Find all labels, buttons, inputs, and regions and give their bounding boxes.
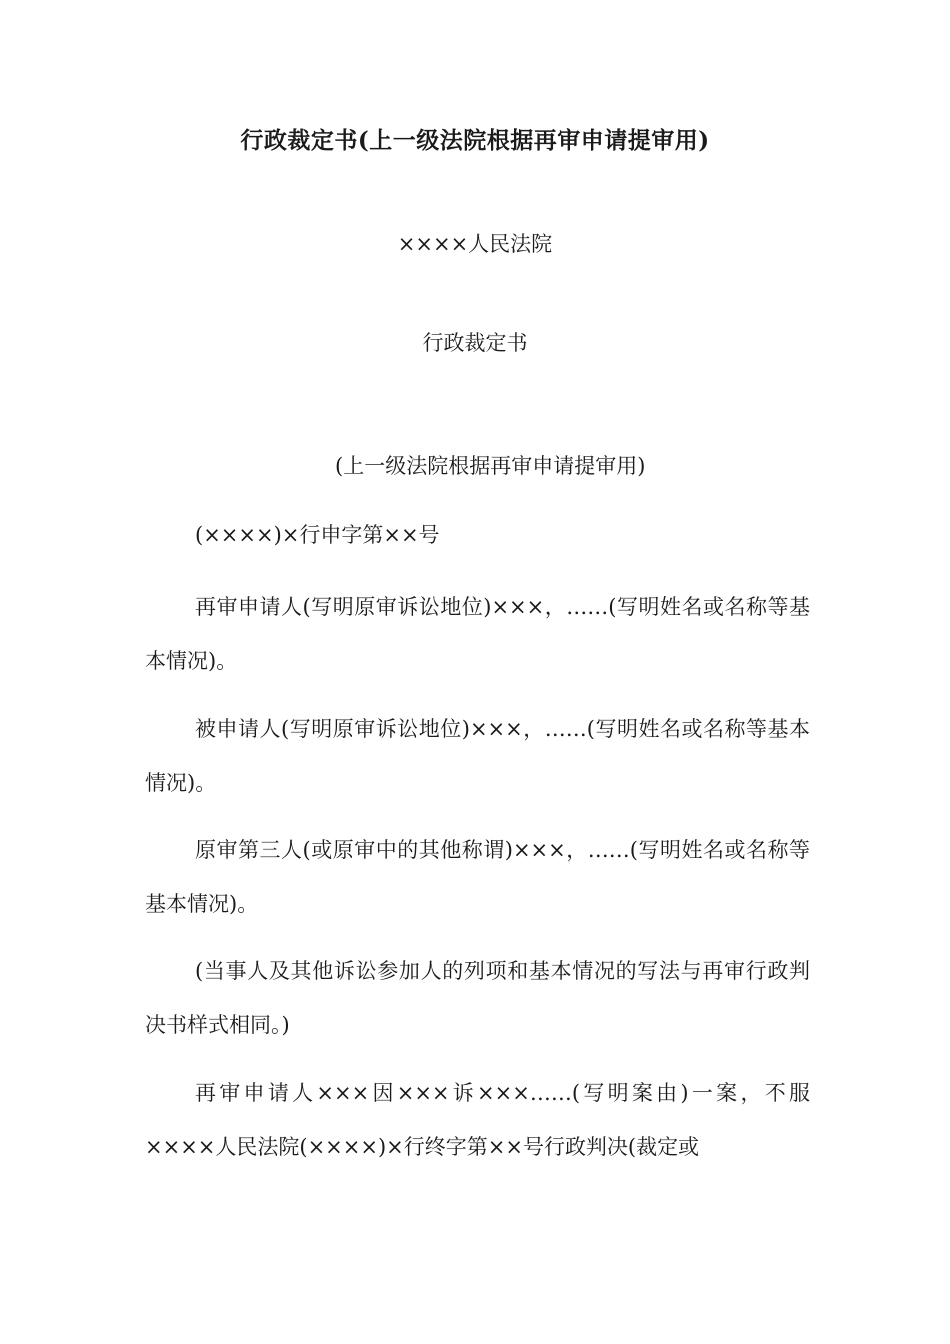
paragraph-note: (当事人及其他诉讼参加人的列项和基本情况的写法与再审行政判决书样式相同。) xyxy=(145,959,810,1037)
paragraph-facts: 再审申请人×××因×××诉×××……(写明案由)一案，不服××××人民法院(××××)×行终字第××号行政判决(裁定或 xyxy=(145,1081,810,1159)
paragraph-respondent: 被申请人(写明原审诉讼地位)×××，……(写明姓名或名称等基本情况)。 xyxy=(145,717,810,795)
document-subtitle: (上一级法院根据再审申请提审用) xyxy=(335,454,646,478)
case-number: (××××)×行申字第××号 xyxy=(195,523,440,547)
paragraph-applicant: 再审申请人(写明原审诉讼地位)×××，……(写明姓名或名称等基本情况)。 xyxy=(145,595,810,673)
ruling-name: 行政裁定书 xyxy=(422,331,528,355)
court-name: ××××人民法院 xyxy=(397,232,553,256)
paragraph-third-party: 原审第三人(或原审中的其他称谓)×××，……(写明姓名或名称等基本情况)。 xyxy=(145,838,810,916)
document-title: 行政裁定书(上一级法院根据再审申请提审用) xyxy=(240,127,710,154)
